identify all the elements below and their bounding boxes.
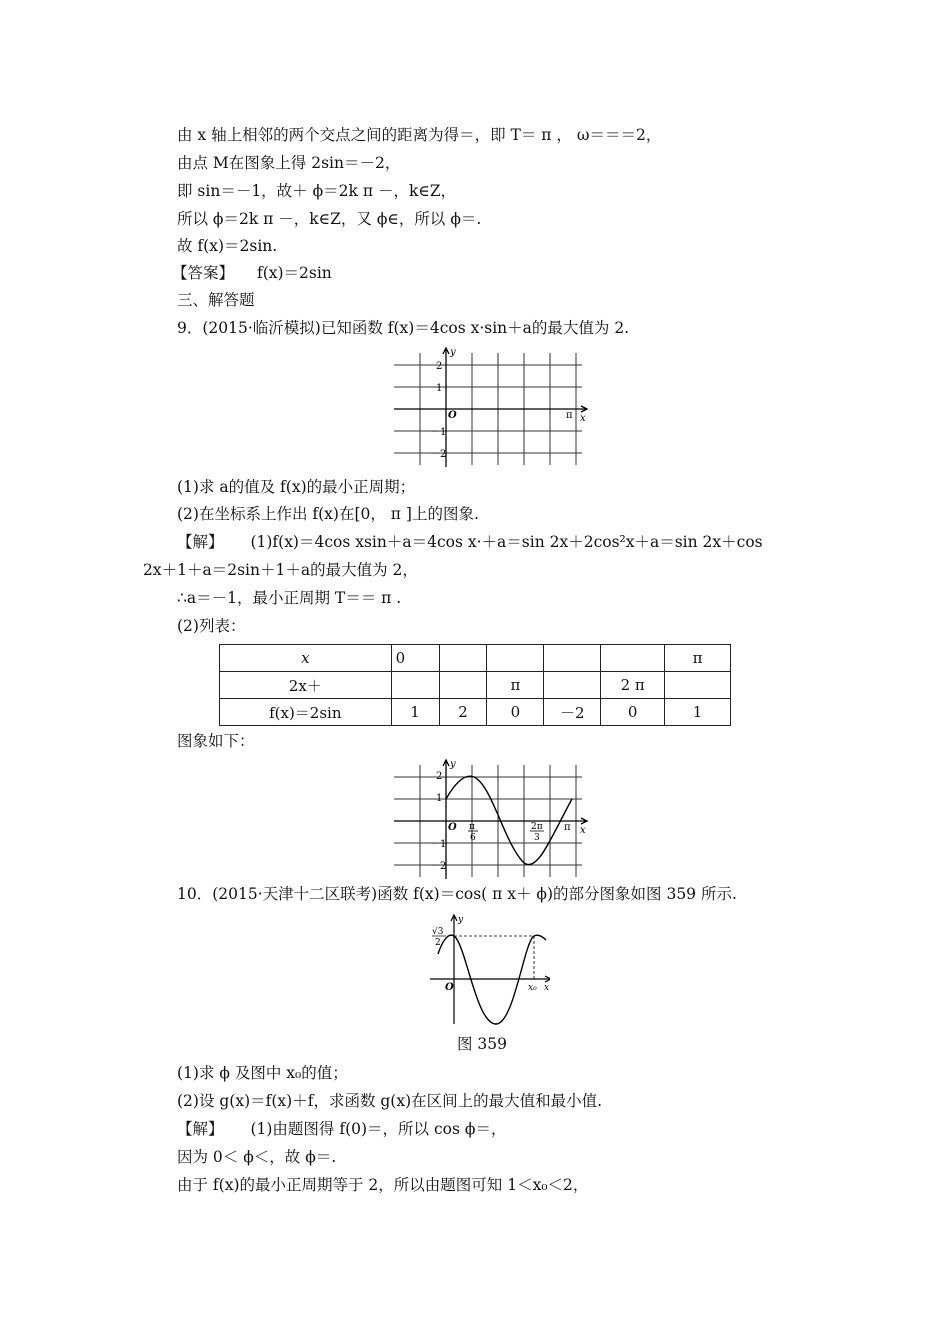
line-2: 由点 M在图象上得 2sin＝－2，	[177, 154, 401, 172]
table-cell: 1	[391, 699, 439, 726]
y-tick-neg2: －2	[430, 449, 447, 460]
y-tick-1: 1	[436, 383, 443, 394]
solution-10-line-2: 因为 0＜ ϕ＜，故 ϕ＝.	[177, 1148, 337, 1166]
sqrt3-den: 2	[435, 938, 441, 948]
x-axis-label: x	[580, 413, 586, 424]
table-cell	[439, 645, 487, 672]
y-tick-neg1: －1	[430, 427, 447, 438]
table-cell: －2	[544, 699, 601, 726]
grid-figure-2	[392, 755, 592, 880]
origin-label: O	[448, 410, 457, 421]
line-3: 即 sin＝－1，故＋ ϕ＝2k π －，k∈Z，	[177, 182, 457, 200]
table-cell: x	[220, 645, 392, 672]
y-tick-neg2: －2	[430, 861, 447, 872]
solution-10-line-1	[177, 1119, 506, 1139]
table-cell	[601, 645, 665, 672]
table-cell	[487, 645, 544, 672]
solution-9-line-2: 2x＋1＋a＝2sin＋1＋a的最大值为 2，	[143, 561, 418, 579]
solution-tag: 【解】	[177, 533, 224, 551]
x-axis-label: x	[580, 825, 586, 836]
table-cell	[544, 672, 601, 699]
question-10-part-2: (2)设 g(x)＝f(x)＋f，求函数 g(x)在区间上的最大值和最小值.	[177, 1092, 603, 1110]
origin-label: O	[448, 822, 457, 833]
question-10-part-1: (1)求 ϕ 及图中 x₀的值；	[177, 1064, 348, 1082]
answer-tag: 【答案】	[172, 264, 235, 282]
table-cell: 2 π	[601, 672, 665, 699]
solution-tag: 【解】	[177, 1120, 224, 1138]
table-cell: f(x)＝2sin	[220, 699, 392, 726]
y-axis-label: y	[458, 915, 464, 925]
x-tick-pi: π	[564, 822, 571, 833]
line-4: 所以 ϕ＝2k π －，k∈Z，又 ϕ∈，所以 ϕ＝.	[177, 210, 482, 228]
y-tick-2: 2	[436, 771, 443, 782]
table-cell: 0	[487, 699, 544, 726]
origin-label: O	[445, 982, 454, 993]
solution-9-line-4: (2)列表：	[177, 617, 246, 635]
table-cell	[665, 672, 731, 699]
y-tick-1: 1	[436, 793, 443, 804]
table-cell: π	[487, 672, 544, 699]
question-9-part-1: (1)求 a的值及 f(x)的最小正周期；	[177, 478, 416, 496]
y-axis-label: y	[450, 759, 456, 770]
answer-body: f(x)＝2sin	[256, 264, 332, 282]
y-tick-2: 2	[436, 361, 443, 372]
table-cell: 0	[601, 699, 665, 726]
table-row	[220, 699, 731, 726]
table-cell: 1	[665, 699, 731, 726]
x-tick-2pi-3-den: 3	[534, 833, 540, 843]
table-cell: 0	[391, 645, 439, 672]
table-row	[220, 645, 731, 672]
table-row	[220, 672, 731, 699]
figure-359	[420, 912, 550, 1027]
table-cell	[439, 672, 487, 699]
x-tick-pi: π	[566, 410, 573, 421]
answer-line	[172, 263, 332, 283]
y-axis-label: y	[450, 347, 456, 358]
solution-9-line-3: ∴a＝－1，最小正周期 T＝＝ π .	[177, 589, 402, 607]
table-cell: π	[665, 645, 731, 672]
table-cell	[391, 672, 439, 699]
solution-10-text-a: (1)由题图得 f(0)＝，所以 cos ϕ＝，	[250, 1120, 507, 1138]
x-tick-2pi-3: 2π	[531, 822, 543, 832]
line-1: 由 x 轴上相邻的两个交点之间的距离为得＝，即 T＝ π ， ω＝＝＝2，	[177, 126, 662, 144]
value-table	[219, 644, 731, 726]
x-tick-pi-6: π	[469, 822, 475, 832]
graph-intro: 图象如下：	[177, 732, 255, 750]
line-5: 故 f(x)＝2sin.	[177, 237, 278, 255]
x0-label: x₀	[528, 983, 537, 993]
question-9: 9．(2015·临沂模拟)已知函数 f(x)＝4cos x·sin＋a的最大值为 2.	[177, 319, 630, 337]
table-cell	[544, 645, 601, 672]
x-tick-pi-6-den: 6	[470, 833, 476, 843]
table-cell: 2x＋	[220, 672, 392, 699]
y-tick-neg1: －1	[430, 839, 447, 850]
sqrt3-label: √3	[432, 927, 444, 937]
question-10: 10．(2015·天津十二区联考)函数 f(x)＝cos( π x＋ ϕ)的部分图象如图 359 所示.	[177, 885, 737, 903]
solution-10-line-3: 由于 f(x)的最小正周期等于 2，所以由题图可知 1＜x₀＜2，	[177, 1176, 589, 1194]
grid-figure-1	[392, 343, 592, 468]
solution-9-text-a: (1)f(x)＝4cos xsin＋a＝4cos x·＋a＝sin 2x＋2cos²x＋a＝sin 2x＋cos	[250, 533, 763, 551]
table-cell: 2	[439, 699, 487, 726]
x-axis-label: x	[544, 983, 550, 993]
question-9-part-2: (2)在坐标系上作出 f(x)在[0， π ]上的图象.	[177, 505, 479, 523]
section-heading: 三、解答题	[177, 291, 255, 309]
figure-caption: 图 359	[457, 1035, 508, 1053]
solution-9-line-1	[177, 532, 763, 552]
